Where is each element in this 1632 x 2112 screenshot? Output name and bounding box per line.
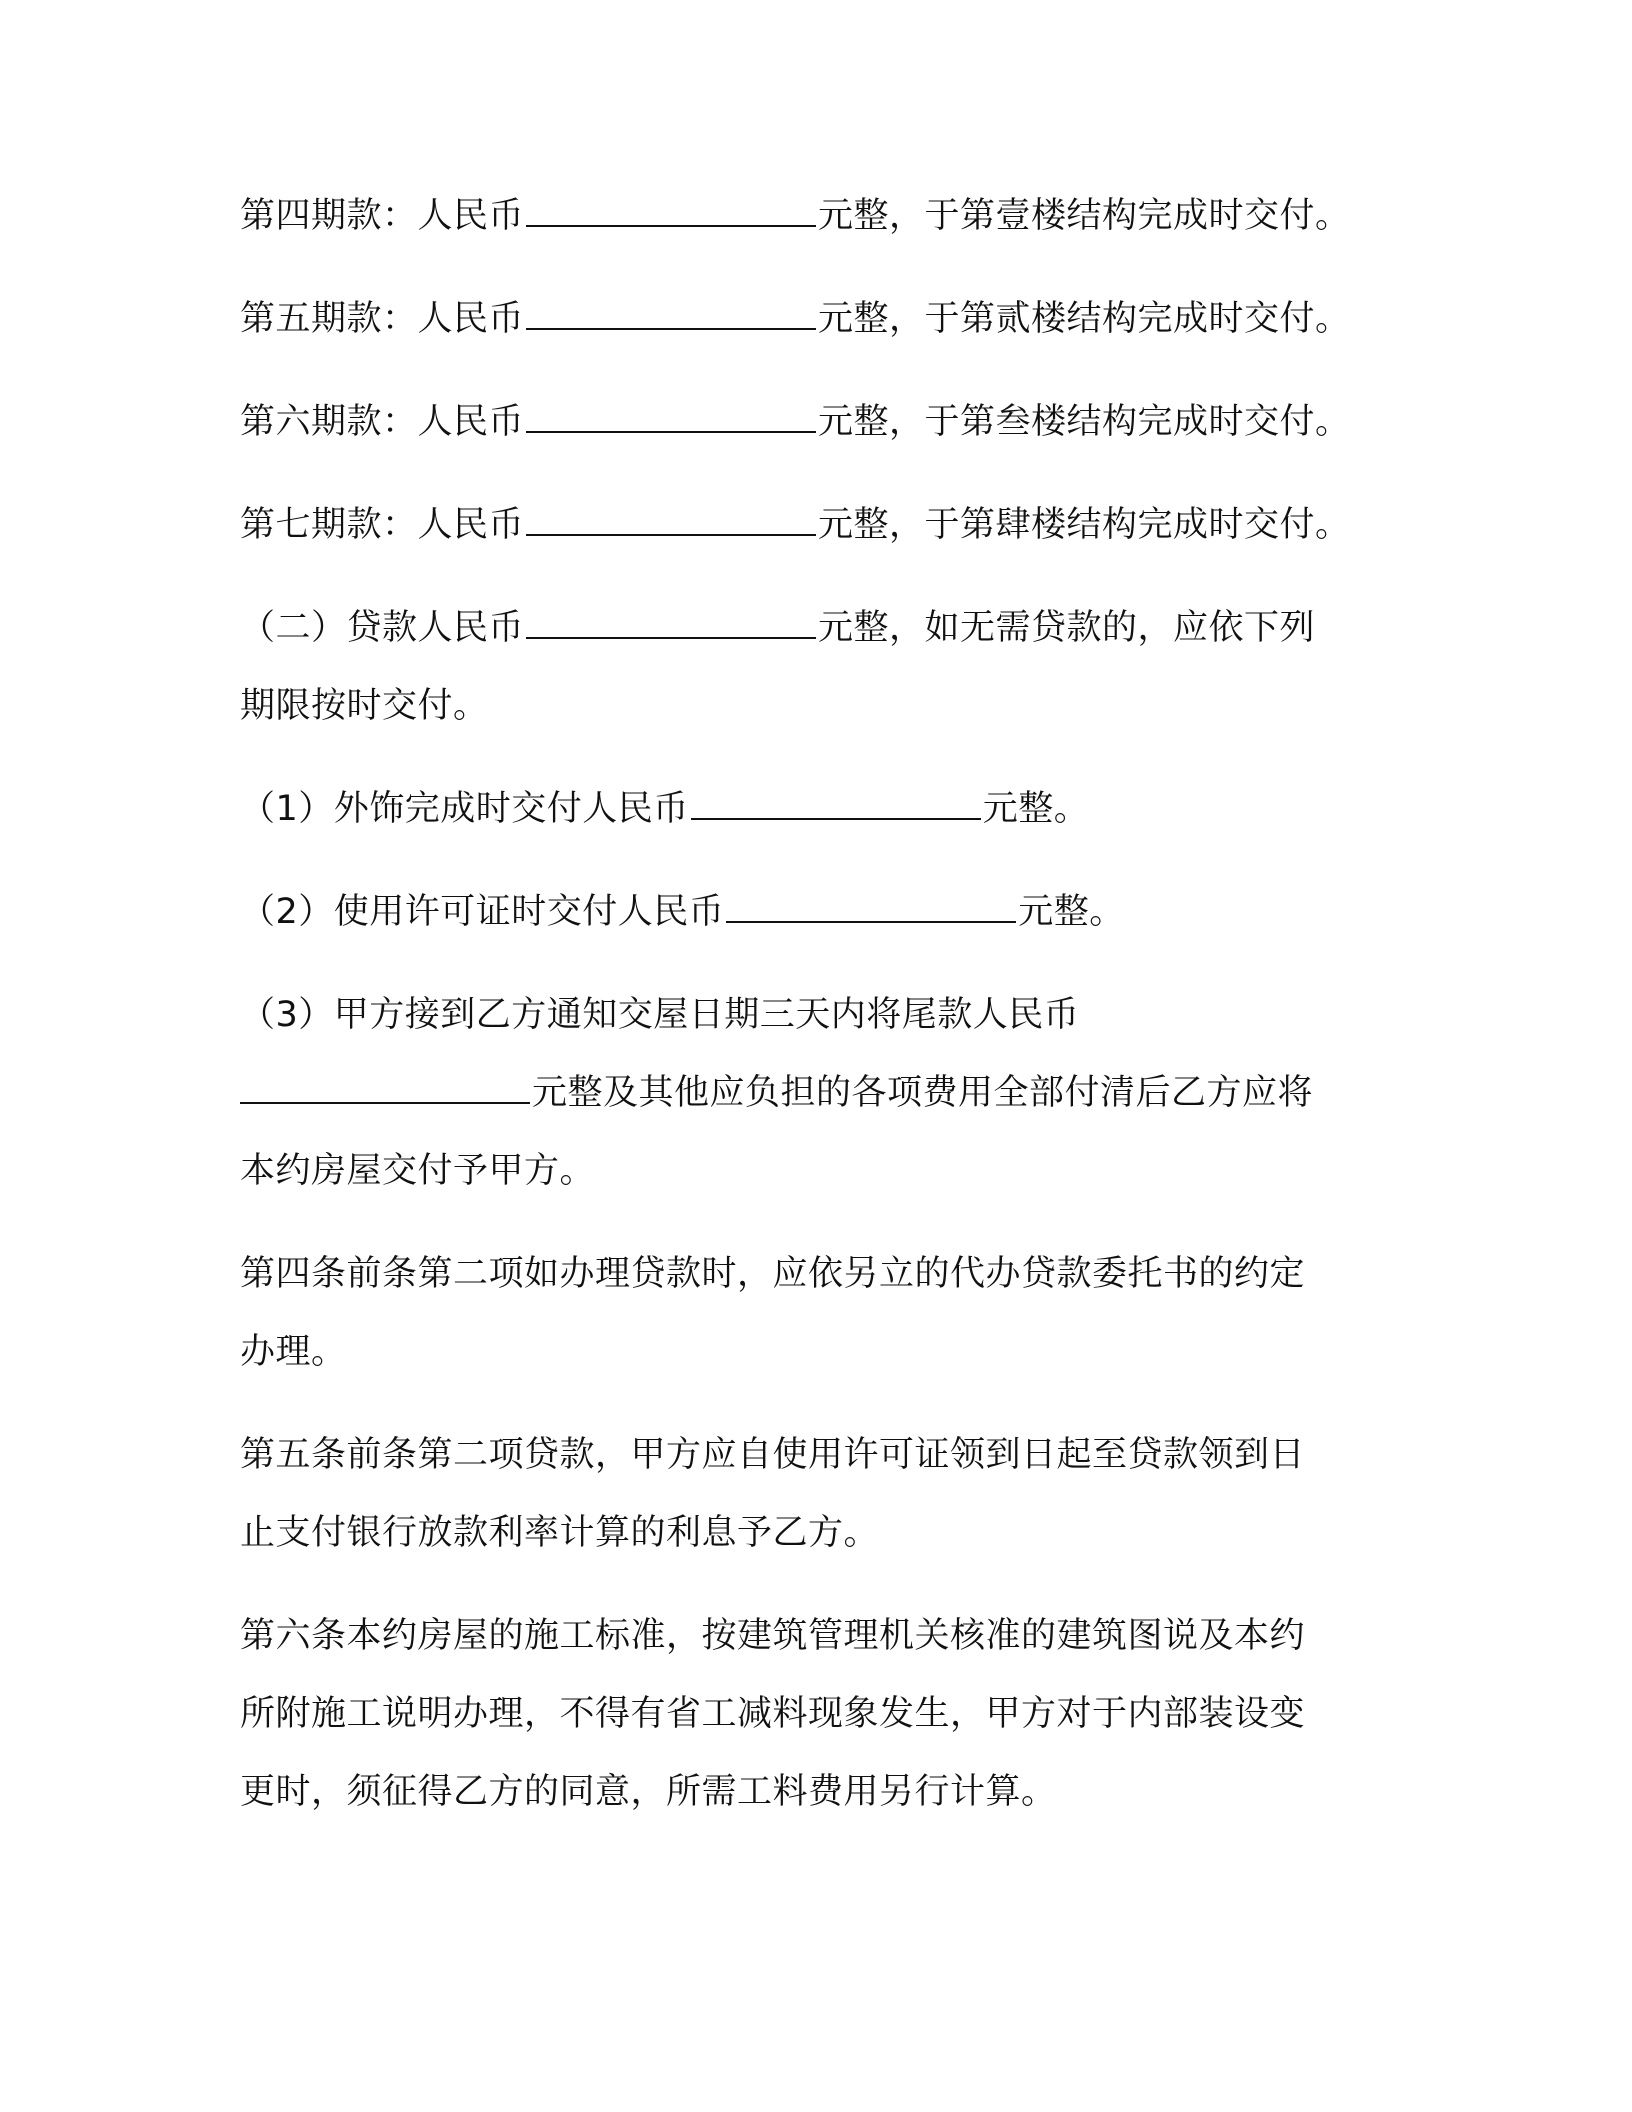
installment-7 [240,505,1351,545]
installment-6-suffix: 元整，于第叁楼结构完成时交付。 [818,402,1351,442]
installment-7-suffix: 元整，于第肆楼结构完成时交付。 [818,505,1351,545]
article-6-line-3-text: 更时，须征得乙方的同意，所需工料费用另行计算。 [240,1772,1057,1812]
article-5-line-2 [240,1513,879,1553]
article-6-line-1-text: 第六条本约房屋的施工标准，按建筑管理机关核准的建筑图说及本约 [240,1616,1306,1656]
installment-6-prefix: 第六期款：人民币 [240,402,525,442]
article-6-line-3 [240,1772,1057,1812]
article-5-line-2-text: 止支付银行放款利率计算的利息予乙方。 [240,1513,880,1553]
article-4-line-2 [240,1332,347,1372]
article-6-line-2 [240,1694,1305,1734]
amount-blank [526,304,816,330]
amount-blank [526,510,816,536]
article-5-line-1-text: 第五条前条第二项贷款，甲方应自使用许可证领到日起至贷款领到日 [240,1435,1306,1475]
installment-6 [240,402,1351,442]
article-4-line-1-text: 第四条前条第二项如办理贷款时，应依另立的代办贷款委托书的约定 [240,1254,1306,1294]
item-1-prefix: （1）外饰完成时交付人民币 [240,789,689,829]
installment-7-prefix: 第七期款：人民币 [240,505,525,545]
loan-suffix: 元整，如无需贷款的，应依下列 [818,608,1316,648]
item-3-line-1-text: （3）甲方接到乙方通知交屋日期三天内将尾款人民币 [240,995,1080,1035]
item-3-line-2-text: 元整及其他应负担的各项费用全部付清后乙方应将 [532,1073,1314,1113]
item-2-prefix: （2）使用许可证时交付人民币 [240,892,725,932]
amount-blank [526,201,816,227]
article-4-line-2-text: 办理。 [240,1332,347,1372]
installment-5 [240,299,1351,339]
item-1-suffix: 元整。 [982,789,1090,829]
item-1 [240,789,1089,829]
amount-blank [726,897,1016,923]
installment-4-prefix: 第四期款：人民币 [240,196,525,236]
installment-4 [240,196,1351,236]
installment-5-suffix: 元整，于第贰楼结构完成时交付。 [818,299,1351,339]
item-3-line-3-text: 本约房屋交付予甲方。 [240,1151,596,1191]
article-6-line-1 [240,1616,1305,1656]
article-6-line-2-text: 所附施工说明办理，不得有省工减料现象发生，甲方对于内部装设变 [240,1694,1306,1734]
item-3-line-1 [240,995,1079,1035]
installment-5-prefix: 第五期款：人民币 [240,299,525,339]
amount-blank [526,407,816,433]
amount-blank [240,1078,530,1104]
amount-blank [691,794,981,820]
loan-line-2-text: 期限按时交付。 [240,686,489,726]
installment-4-suffix: 元整，于第壹楼结构完成时交付。 [818,196,1351,236]
item-3-line-3 [240,1151,595,1191]
loan-line-1 [240,608,1315,648]
article-5-line-1 [240,1435,1305,1475]
amount-blank [526,613,816,639]
article-4-line-1 [240,1254,1305,1294]
item-2-suffix: 元整。 [1018,892,1125,932]
item-2 [240,892,1125,932]
item-3-line-2 [240,1073,1313,1113]
loan-prefix: （二）贷款人民币 [240,608,525,648]
loan-line-2 [240,686,489,726]
